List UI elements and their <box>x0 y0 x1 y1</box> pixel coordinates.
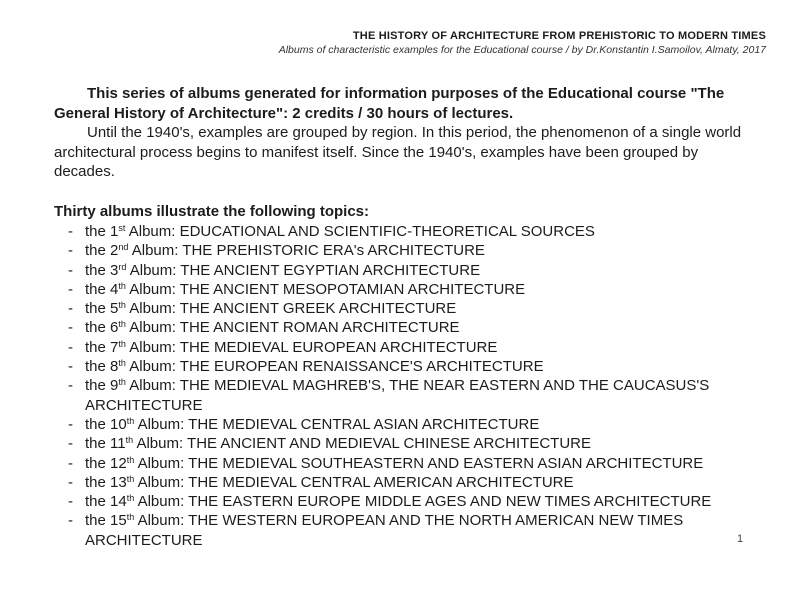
list-item <box>54 222 759 241</box>
album-text: the 12th Album: THE MEDIEVAL SOUTHEASTERN AND EASTERN ASIAN ARCHITECTURE <box>85 454 704 472</box>
bullet-dash: - <box>68 358 73 376</box>
intro-paragraph-1: This series of albums generated for information purposes of the Educational course "The General History of Architecture": 2 credits / 30 hours of lectures. <box>54 85 725 122</box>
album-text: the 2nd Album: THE PREHISTORIC ERA's ARCHITECTURE <box>85 242 485 260</box>
list-item <box>54 318 759 337</box>
album-text: the 7th Album: THE MEDIEVAL EUROPEAN ARCHITECTURE <box>85 338 498 356</box>
list-item <box>54 357 759 376</box>
album-text: the 4th Album: THE ANCIENT MESOPOTAMIAN ARCHITECTURE <box>85 280 526 298</box>
bullet-dash: - <box>68 473 73 491</box>
list-item <box>54 415 759 434</box>
ordinal-suffix: th <box>118 300 126 311</box>
bullet-dash: - <box>68 319 73 337</box>
album-text: the 15th Album: THE WESTERN EUROPEAN AND THE NORTH AMERICAN NEW TIMES ARCHITECTURE <box>85 512 684 549</box>
bullet-dash: - <box>68 338 73 356</box>
bullet-dash: - <box>68 377 73 395</box>
album-text: the 13th Album: THE MEDIEVAL CENTRAL AMERICAN ARCHITECTURE <box>85 473 574 491</box>
album-text: the 1st Album: EDUCATIONAL AND SCIENTIFIC-THEORETICAL SOURCES <box>85 223 595 240</box>
list-item <box>54 338 759 357</box>
list-item <box>54 492 759 511</box>
ordinal-suffix: th <box>126 473 135 484</box>
list-item <box>54 261 759 280</box>
ordinal-suffix: th <box>125 435 134 446</box>
document-header <box>279 30 766 56</box>
bullet-dash: - <box>68 493 73 511</box>
ordinal-suffix: th <box>126 512 135 523</box>
slide-content <box>54 84 759 550</box>
ordinal-suffix: th <box>118 280 126 291</box>
list-item <box>54 241 759 260</box>
document-title: THE HISTORY OF ARCHITECTURE FROM PREHISTORIC TO MODERN TIMES <box>352 30 766 42</box>
ordinal-suffix: th <box>118 338 126 349</box>
album-text: the 9th Album: THE MEDIEVAL MAGHREB'S, THE NEAR EASTERN AND THE CAUCASUS'S ARCHITECTURE <box>85 377 710 414</box>
album-text: the 14th Album: THE EASTERN EUROPE MIDDLE AGES AND NEW TIMES ARCHITECTURE <box>85 493 712 511</box>
list-item <box>54 299 759 318</box>
page-number: 1 <box>737 533 744 545</box>
bullet-dash: - <box>68 242 73 260</box>
bullet-dash: - <box>68 280 73 298</box>
ordinal-suffix: th <box>126 415 135 426</box>
album-text: the 10th Album: THE MEDIEVAL CENTRAL ASIAN ARCHITECTURE <box>85 415 540 433</box>
list-item <box>54 454 759 473</box>
ordinal-suffix: th <box>126 493 135 504</box>
bullet-dash: - <box>68 261 73 279</box>
bullet-dash: - <box>68 300 73 318</box>
bullet-dash: - <box>68 223 73 240</box>
ordinal-suffix: th <box>118 377 126 388</box>
album-list <box>54 222 759 550</box>
ordinal-suffix: nd <box>118 242 129 253</box>
document-subtitle: Albums of characteristic examples for the Educational course / by Dr.Konstantin I.Samoilov, Almaty, 2017 <box>278 44 766 56</box>
album-text: the 8th Album: THE EUROPEAN RENAISSANCE'S ARCHITECTURE <box>85 358 544 376</box>
ordinal-suffix: st <box>118 223 126 233</box>
album-text: the 5th Album: THE ANCIENT GREEK ARCHITECTURE <box>85 300 457 318</box>
list-item <box>54 280 759 299</box>
bullet-dash: - <box>68 415 73 433</box>
list-item <box>54 376 759 415</box>
album-text: the 11th Album: THE ANCIENT AND MEDIEVAL CHINESE ARCHITECTURE <box>85 435 591 453</box>
topics-heading: Thirty albums illustrate the following topics: <box>54 202 370 220</box>
list-item <box>54 434 759 453</box>
bullet-dash: - <box>68 512 73 530</box>
album-text: the 6th Album: THE ANCIENT ROMAN ARCHITECTURE <box>85 319 460 337</box>
list-item <box>54 473 759 492</box>
list-item <box>54 511 759 550</box>
bullet-dash: - <box>68 454 73 472</box>
ordinal-suffix: rd <box>118 261 127 272</box>
bullet-dash: - <box>68 435 73 453</box>
intro-paragraph-2: Until the 1940's, examples are grouped by region. In this period, the phenomenon of a single world architectural process begins to manifest itself. Since the 1940's, examples have been grouped by decades. <box>54 124 742 180</box>
ordinal-suffix: th <box>126 454 135 465</box>
album-text: the 3rd Album: THE ANCIENT EGYPTIAN ARCHITECTURE <box>85 261 481 279</box>
ordinal-suffix: th <box>118 358 126 369</box>
ordinal-suffix: th <box>118 319 126 330</box>
